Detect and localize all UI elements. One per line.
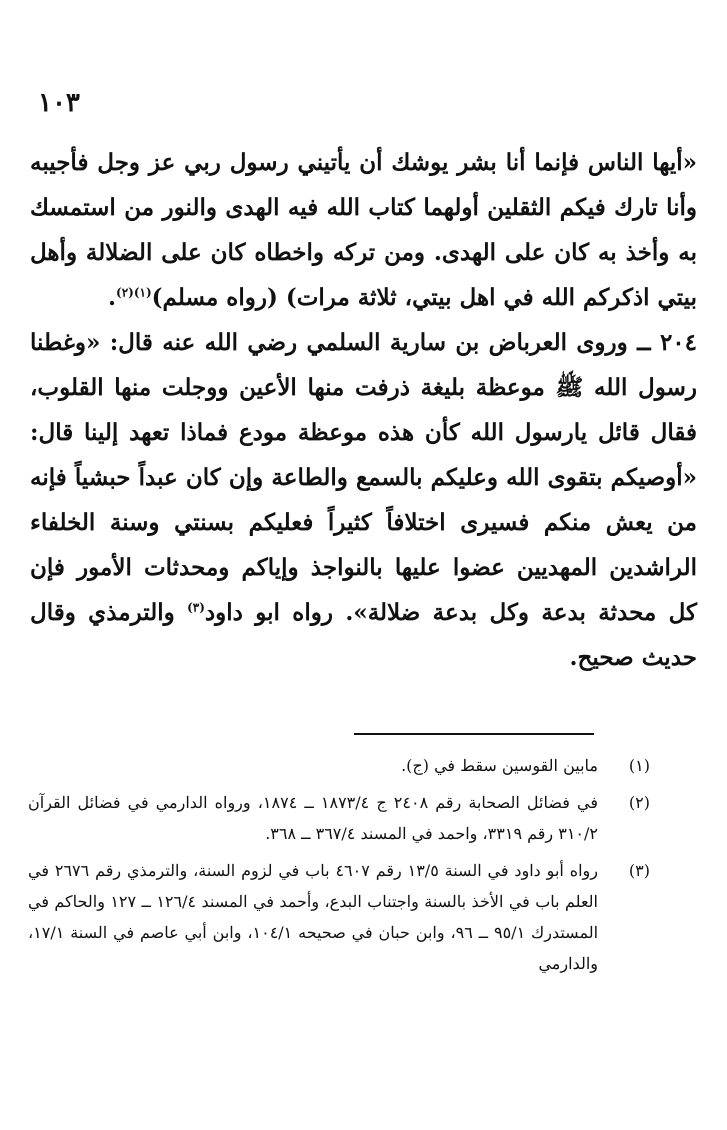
paragraph-end: . [108, 284, 117, 311]
footnote-1 [28, 750, 650, 781]
footnote-ref: (٣) [187, 600, 205, 615]
footnote-text: في فضائل الصحابة رقم ٢٤٠٨ ج ١٨٧٣/٤ ــ ١٨٧٤، ورواه الدارمي في فضائل القرآن ٣١٠/٢ رقم ٣٣١٩، واحمد في المسند ٣٦٧/٤ ــ ٣٦٨. [28, 793, 598, 843]
footnote-text: رواه أبو داود في السنة ١٣/٥ رقم ٤٦٠٧ باب في لزوم السنة، والترمذي رقم ٢٦٧٦ في العلم باب في الأخذ بالسنة واجتناب البدع، وأحمد في المسند ١٢٦/٤ ــ ١٢٧ والحاكم في المستدرك ٩٥/١ ــ ٩٦، وابن حبان في صحيحه ١٠٤/١، وابن أبي عاصم في السنة ١٧/١، والدارمي [28, 861, 599, 973]
footnote-divider [354, 733, 594, 735]
page-number: ١٠٣ [38, 88, 80, 118]
footnote-number: (٣) [628, 861, 650, 880]
paragraph-hadith-thaqalayn [30, 140, 697, 320]
footnotes [28, 750, 650, 985]
footnote-ref: (١)(٢) [116, 285, 152, 300]
footnote-text: مابين القوسين سقط في (ج). [401, 756, 598, 775]
paragraph-text: ٢٠٤ ــ وروى العرباض بن سارية السلمي رضي الله عنه قال: «وغطنا رسول الله ﷺ موعظة بليغة ذرفت منها الأعين ووجلت منها القلوب، فقال قائل يارسول الله كأن هذه موعظة مودع فماذا تعهد إلينا قال: «أوصيكم بتقوى الله وعليكم بالسمع والطاعة وإن كان عبداً حبشياً فإنه من يعش منكم فسيرى اختلافاً كثيراً فعليكم بسنتي وسنة الخلفاء الراشدين المهديين عضوا عليها بالنواجذ وإياكم ومحدثات الأمور فإن كل محدثة بدعة وكل بدعة ضلالة». رواه ابو داود [30, 329, 697, 626]
footnote-number: (٢) [628, 793, 650, 812]
main-text [30, 140, 697, 680]
footnote-number: (١) [628, 756, 650, 775]
paragraph-hadith-irbad [30, 320, 697, 680]
paragraph-end: والترمذي وقال حديث صحيح. [30, 599, 697, 671]
paragraph-text: «أيها الناس فإنما أنا بشر يوشك أن يأتيني رسول ربي عز وجل فأجيبه وأنا تارك فيكم الثقلين أولهما كتاب الله فيه الهدى والنور من استمسك به وأخذ به كان على الهدى. ومن تركه واخطاه كان على الضلالة وأهل بيتي اذكركم الله في اهل بيتي، ثلاثة مرات) (رواه مسلم) [30, 149, 697, 311]
footnote-2 [28, 787, 650, 849]
footnote-3 [28, 855, 650, 979]
